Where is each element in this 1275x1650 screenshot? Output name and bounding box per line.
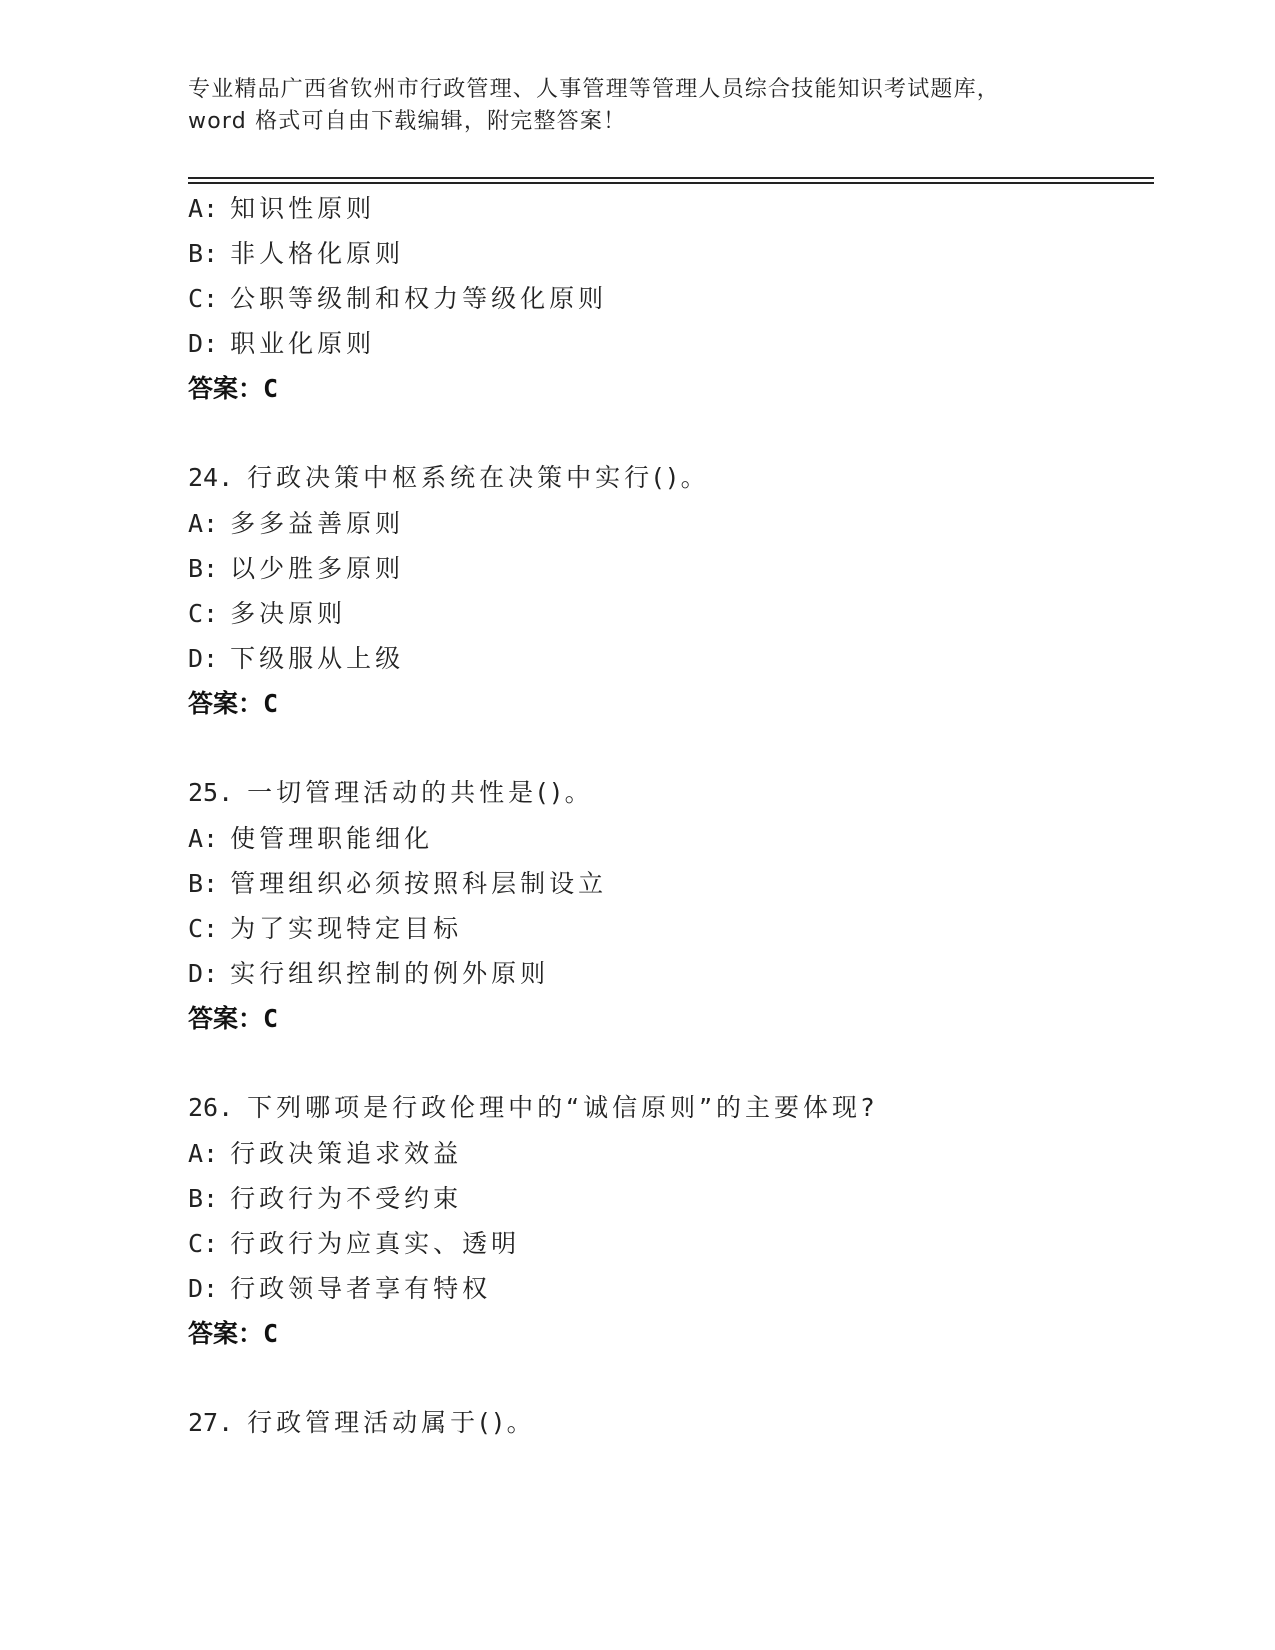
- option-text: 行政行为不受约束: [230, 1184, 463, 1213]
- document-header: [188, 74, 1088, 138]
- q26-option-b: [188, 1183, 462, 1215]
- prev-option-d: [188, 328, 375, 360]
- header-divider-top: [188, 177, 1154, 179]
- option-label: A:: [188, 824, 219, 853]
- question-number: 26.: [188, 1093, 234, 1122]
- option-text: 实行组织控制的例外原则: [230, 959, 550, 988]
- q24-option-c: [188, 598, 346, 630]
- q24-answer: [188, 688, 278, 720]
- option-text: 多多益善原则: [230, 509, 405, 538]
- option-label: C:: [188, 284, 219, 313]
- answer-label: 答案：: [188, 1004, 264, 1033]
- option-text: 以少胜多原则: [230, 554, 405, 583]
- option-label: A:: [188, 509, 219, 538]
- q25-option-d: [188, 958, 549, 990]
- q25-option-c: [188, 913, 462, 945]
- option-text: 下级服从上级: [230, 644, 405, 673]
- answer-label: 答案：: [188, 374, 264, 403]
- option-text: 行政行为应真实、透明: [230, 1229, 521, 1258]
- header-line-1: 专业精品广西省钦州市行政管理、人事管理等管理人员综合技能知识考试题库，: [188, 77, 1001, 102]
- prev-option-c: [188, 283, 607, 315]
- question-number: 25.: [188, 778, 234, 807]
- answer-value: C: [263, 1004, 279, 1033]
- header-line-2: word 格式可自由下载编辑，附完整答案！: [188, 109, 627, 134]
- question-24: [188, 462, 710, 494]
- option-text: 知识性原则: [230, 194, 376, 223]
- question-text: 下列哪项是行政伦理中的“诚信原则”的主要体现?: [247, 1093, 879, 1122]
- option-label: C:: [188, 599, 219, 628]
- option-text: 为了实现特定目标: [230, 914, 463, 943]
- question-27: [188, 1407, 536, 1439]
- option-text: 非人格化原则: [230, 239, 405, 268]
- question-number: 27.: [188, 1408, 234, 1437]
- q24-option-b: [188, 553, 404, 585]
- question-25: [188, 777, 594, 809]
- question-26: [188, 1092, 878, 1124]
- option-label: D:: [188, 1274, 219, 1303]
- option-label: C:: [188, 914, 219, 943]
- question-number: 24.: [188, 463, 234, 492]
- option-label: B:: [188, 1184, 219, 1213]
- option-label: A:: [188, 194, 219, 223]
- q25-option-b: [188, 868, 607, 900]
- header-divider-bottom: [188, 182, 1154, 184]
- q25-answer: [188, 1003, 278, 1035]
- option-label: A:: [188, 1139, 219, 1168]
- answer-value: C: [263, 1319, 279, 1348]
- q26-answer: [188, 1318, 278, 1350]
- q26-option-a: [188, 1138, 462, 1170]
- option-text: 职业化原则: [230, 329, 376, 358]
- q26-option-d: [188, 1273, 491, 1305]
- q25-option-a: [188, 823, 433, 855]
- option-label: D:: [188, 329, 219, 358]
- option-text: 使管理职能细化: [230, 824, 434, 853]
- answer-label: 答案：: [188, 689, 264, 718]
- answer-label: 答案：: [188, 1319, 264, 1348]
- option-label: C:: [188, 1229, 219, 1258]
- question-text: 行政决策中枢系统在决策中实行()。: [247, 463, 710, 492]
- option-label: B:: [188, 869, 219, 898]
- answer-value: C: [263, 689, 279, 718]
- question-text: 一切管理活动的共性是()。: [247, 778, 594, 807]
- question-text: 行政管理活动属于()。: [247, 1408, 536, 1437]
- option-label: B:: [188, 554, 219, 583]
- option-text: 行政领导者享有特权: [230, 1274, 492, 1303]
- option-label: D:: [188, 644, 219, 673]
- option-text: 多决原则: [230, 599, 347, 628]
- option-label: B:: [188, 239, 219, 268]
- option-text: 公职等级制和权力等级化原则: [230, 284, 608, 313]
- prev-option-b: [188, 238, 404, 270]
- option-text: 行政决策追求效益: [230, 1139, 463, 1168]
- q24-option-a: [188, 508, 404, 540]
- option-text: 管理组织必须按照科层制设立: [230, 869, 608, 898]
- q24-option-d: [188, 643, 404, 675]
- option-label: D:: [188, 959, 219, 988]
- q26-option-c: [188, 1228, 520, 1260]
- prev-answer: [188, 373, 278, 405]
- answer-value: C: [263, 374, 279, 403]
- prev-option-a: [188, 193, 375, 225]
